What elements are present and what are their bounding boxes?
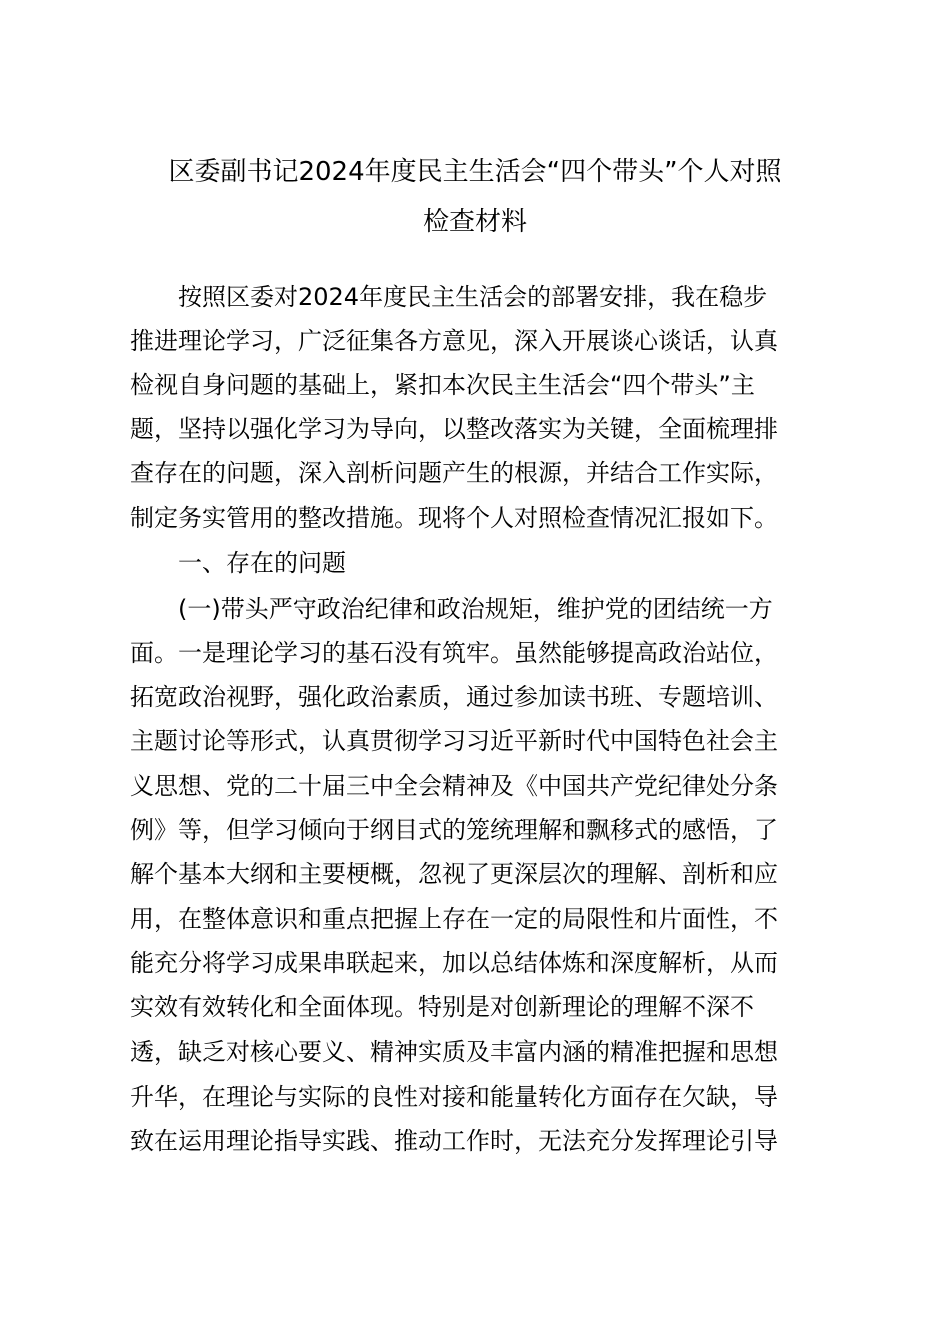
- paragraph-line: (一)带头严守政治纪律和政治规矩，维护党的团结统一方: [178, 595, 773, 623]
- paragraph-line: 解个基本大纲和主要梗概，忽视了更深层次的理解、剖析和应: [130, 860, 778, 888]
- paragraph-line: 推进理论学习，广泛征集各方意见，深入开展谈心谈话，认真: [130, 327, 778, 355]
- paragraph-line: 例》等，但学习倾向于纲目式的笼统理解和飘移式的感悟，了: [130, 816, 778, 844]
- paragraph-line: 检视自身问题的基础上，紧扣本次民主生活会“四个带头”主: [130, 371, 755, 399]
- paragraph-line: 查存在的问题，深入剖析问题产生的根源，并结合工作实际，: [130, 459, 778, 487]
- paragraph-line: 透，缺乏对核心要义、精神实质及丰富内涵的精准把握和思想: [130, 1038, 778, 1066]
- paragraph-line: 升华，在理论与实际的良性对接和能量转化方面存在欠缺，导: [130, 1083, 778, 1111]
- paragraph-line: 用，在整体意识和重点把握上存在一定的局限性和片面性，不: [130, 905, 778, 933]
- paragraph-line: 义思想、党的二十届三中全会精神及《中国共产党纪律处分条: [130, 772, 778, 800]
- section-heading: 一、存在的问题: [178, 549, 346, 577]
- paragraph-line: 致在运用理论指导实践、推动工作时，无法充分发挥理论引导: [130, 1127, 778, 1155]
- paragraph-line: 按照区委对2024年度民主生活会的部署安排，我在稳步: [178, 283, 768, 311]
- paragraph-line: 制定务实管用的整改措施。现将个人对照检查情况汇报如下。: [130, 504, 778, 532]
- paragraph-line: 拓宽政治视野，强化政治素质，通过参加读书班、专题培训、: [130, 683, 778, 711]
- document-title-line-1: 区委副书记2024年度民主生活会“四个带头”个人对照: [168, 157, 782, 187]
- paragraph-line: 实效有效转化和全面体现。特别是对创新理论的理解不深不: [130, 993, 754, 1021]
- paragraph-line: 能充分将学习成果串联起来，加以总结体炼和深度解析，从而: [130, 949, 778, 977]
- paragraph-line: 面。一是理论学习的基石没有筑牢。虽然能够提高政治站位，: [130, 639, 778, 667]
- paragraph-line: 题，坚持以强化学习为导向，以整改落实为关键，全面梳理排: [130, 415, 778, 443]
- document-title-line-2: 检查材料: [422, 207, 527, 237]
- paragraph-line: 主题讨论等形式，认真贯彻学习习近平新时代中国特色社会主: [130, 727, 778, 755]
